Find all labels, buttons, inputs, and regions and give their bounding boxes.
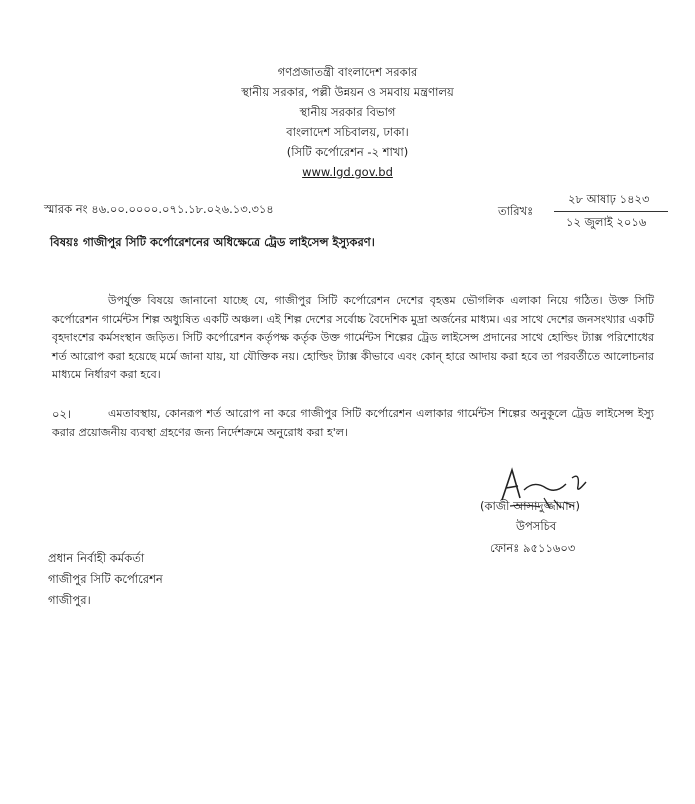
memo-reference: স্মারক নং ৪৬.০০.০০০০.০৭১.১৮.০২৬.১৩.৩১৪	[44, 202, 274, 216]
date-divider	[554, 211, 668, 212]
letterhead-division: স্থানীয় সরকার বিভাগ	[299, 105, 396, 119]
subject-label: বিষয়ঃ	[50, 235, 79, 249]
letterhead-branch: (সিটি কর্পোরেশন -২ শাখা)	[286, 145, 409, 159]
recipient-organization: গাজীপুর সিটি কর্পোরেশন	[48, 572, 163, 586]
date-english: ১২ জুলাই ২০১৬	[566, 215, 647, 229]
paragraph-2-number: ০২।	[52, 407, 72, 421]
signatory-designation: উপসচিব	[516, 519, 557, 533]
subject-line	[50, 233, 375, 252]
date-bangla: ২৮ আষাঢ় ১৪২৩	[568, 192, 650, 206]
subject-text: গাজীপুর সিটি কর্পোরেশনের অধিক্ষেত্রে ট্রেড লাইসেন্স ইস্যুকরণ।	[82, 235, 375, 249]
body-paragraph-1	[52, 292, 654, 385]
recipient-title: প্রধান নির্বাহী কর্মকর্তা	[48, 551, 145, 565]
date-label: তারিখঃ	[498, 204, 534, 218]
body-paragraph-2-text: এমতাবস্থায়, কোনরূপ শর্ত আরোপ না করে গাজীপুর সিটি কর্পোরেশন এলাকার গার্মেন্টস শিল্পের অনুকূলে ট্রেড লাইসেন্স ইস্যু করার প্রয়োজনীয় ব্যবস্থা গ্রহণের জন্য নির্দেশক্রমে অনুরোধ করা হ'ল।	[52, 407, 654, 439]
body-paragraph-1-text: উপর্যুক্ত বিষয়ে জানানো যাচ্ছে যে, গাজীপুর সিটি কর্পোরেশন দেশের বৃহত্তম ভৌগলিক এলাকা নিয়ে গঠিত। উক্ত সিটি কর্পোরেশন গার্মেন্টস শিল্প অধ্যুষিত একটি অঞ্চল। এই শিল্প দেশের সর্বোচ্চ বৈদেশিক মুদ্রা অর্জনের মাধ্যম। এর সাথে দেশের জনসংখ্যার একটি বৃহদাংশের কর্মসংস্থান জড়িত। সিটি কর্পোরেশন কর্তৃপক্ষ কর্তৃক উক্ত গার্মেন্টস শিল্পের ট্রেড লাইসেন্স প্রদানের সাথে হোল্ডিং ট্যাক্স পরিশোধের শর্ত আরোপ করা হয়েছে মর্মে জানা যায়, যা যৌক্তিক নয়। হোল্ডিং ট্যাক্স কীভাবে এবং কোন্‌ হারে আদায় করা হবে তা পরবর্তীতে আলোচনার মাধ্যমে নির্ধারণ করা হবে।	[52, 294, 654, 381]
letterhead-ministry: স্থানীয় সরকার, পল্লী উন্নয়ন ও সমবায় মন্ত্রণালয়	[241, 85, 454, 99]
recipient-location: গাজীপুর।	[48, 593, 91, 607]
letterhead-government: গণপ্রজাতন্ত্রী বাংলাদেশ সরকার	[277, 65, 418, 79]
letterhead-secretariat: বাংলাদেশ সচিবালয়, ঢাকা।	[286, 125, 409, 139]
letterhead-website-link[interactable]: www.lgd.gov.bd	[302, 165, 393, 179]
signatory-name: (কাজী আসাদুজ্জামান)	[480, 499, 580, 513]
body-paragraph-2	[52, 405, 654, 442]
signatory-phone: ফোনঃ ৯৫১১৬০৩	[490, 541, 576, 555]
